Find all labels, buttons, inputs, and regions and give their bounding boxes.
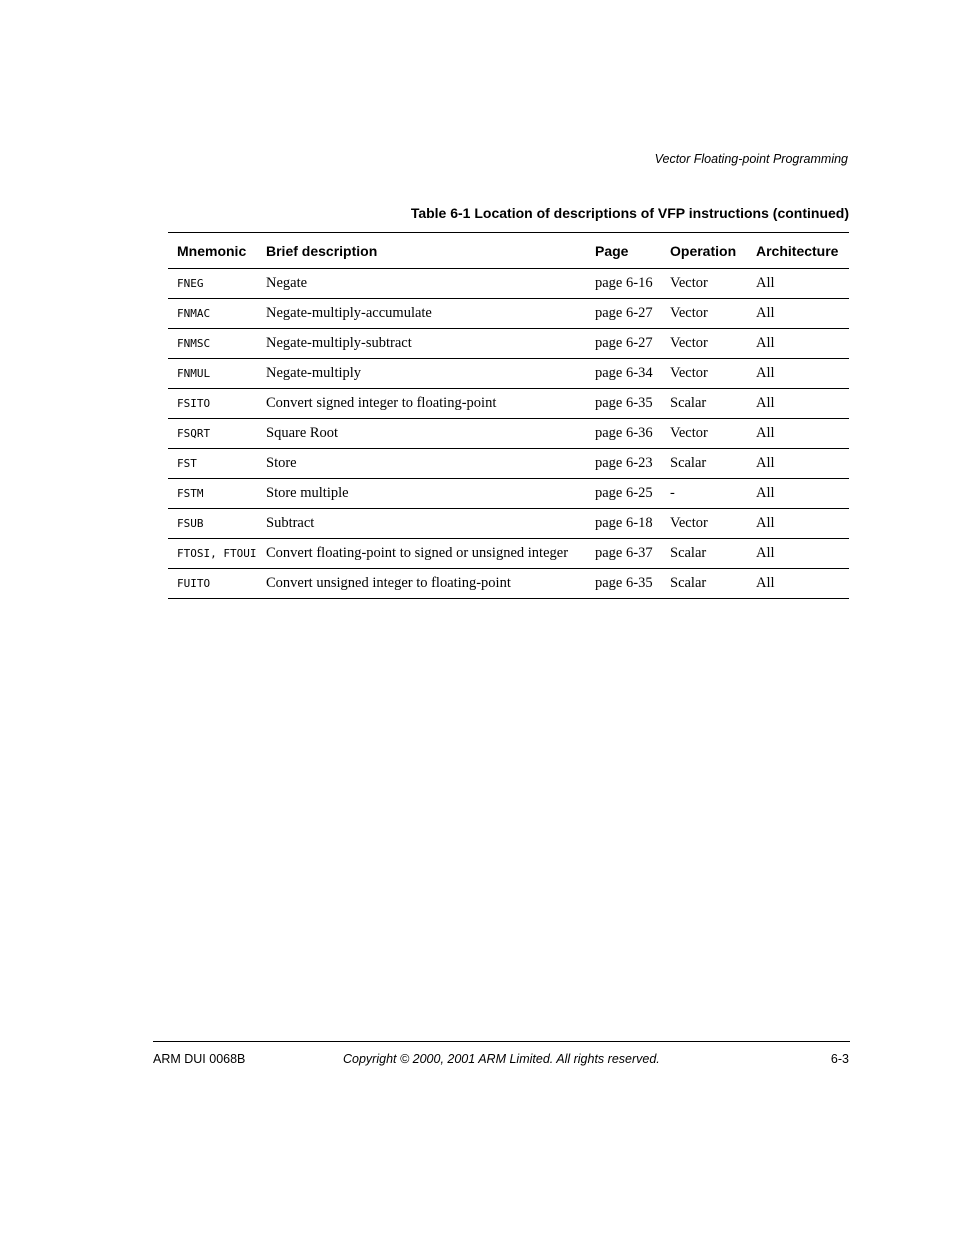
column-header-operation: Operation — [670, 233, 756, 269]
operation-cell: Scalar — [670, 569, 756, 599]
page-cell: page 6-18 — [595, 509, 670, 539]
mnemonic-cell: FNMUL — [168, 359, 266, 389]
description-cell: Subtract — [266, 509, 595, 539]
architecture-cell: All — [756, 359, 849, 389]
page-cell: page 6-34 — [595, 359, 670, 389]
description-cell: Square Root — [266, 419, 595, 449]
page-cell: page 6-35 — [595, 389, 670, 419]
operation-cell: Scalar — [670, 539, 756, 569]
footer-page-number: 6-3 — [830, 1052, 849, 1066]
architecture-cell: All — [756, 419, 849, 449]
footer-copyright: Copyright © 2000, 2001 ARM Limited. All rights reserved. — [343, 1052, 660, 1066]
architecture-cell: All — [756, 479, 849, 509]
table-caption: Table 6-1 Location of descriptions of VFP instructions (continued) — [410, 205, 849, 221]
mnemonic-cell: FUITO — [168, 569, 266, 599]
table-row — [168, 419, 849, 449]
operation-cell: Vector — [670, 359, 756, 389]
page-cell: page 6-27 — [595, 299, 670, 329]
description-cell: Negate-multiply — [266, 359, 595, 389]
page-cell: page 6-23 — [595, 449, 670, 479]
running-header: Vector Floating-point Programming — [654, 152, 848, 166]
page-cell: page 6-25 — [595, 479, 670, 509]
page-cell: page 6-36 — [595, 419, 670, 449]
architecture-cell: All — [756, 269, 849, 299]
description-cell: Convert signed integer to floating-point — [266, 389, 595, 419]
column-header-mnemonic: Mnemonic — [168, 233, 266, 269]
architecture-cell: All — [756, 569, 849, 599]
mnemonic-cell: FTOSI, FTOUI — [168, 539, 266, 569]
table-row — [168, 389, 849, 419]
table-header-row — [168, 233, 849, 269]
description-cell: Negate-multiply-subtract — [266, 329, 595, 359]
table-row — [168, 329, 849, 359]
operation-cell: Vector — [670, 419, 756, 449]
operation-cell: Scalar — [670, 389, 756, 419]
operation-cell: - — [670, 479, 756, 509]
architecture-cell: All — [756, 389, 849, 419]
footer-doc-id: ARM DUI 0068B — [153, 1052, 246, 1066]
operation-cell: Scalar — [670, 449, 756, 479]
mnemonic-cell: FNMSC — [168, 329, 266, 359]
column-header-page: Page — [595, 233, 670, 269]
instruction-table — [168, 232, 849, 599]
page-cell: page 6-27 — [595, 329, 670, 359]
architecture-cell: All — [756, 329, 849, 359]
architecture-cell: All — [756, 509, 849, 539]
mnemonic-cell: FST — [168, 449, 266, 479]
mnemonic-cell: FSITO — [168, 389, 266, 419]
table-row — [168, 539, 849, 569]
architecture-cell: All — [756, 449, 849, 479]
description-cell: Negate-multiply-accumulate — [266, 299, 595, 329]
column-header-architecture: Architecture — [756, 233, 849, 269]
table-row — [168, 269, 849, 299]
description-cell: Convert unsigned integer to floating-point — [266, 569, 595, 599]
page-cell: page 6-35 — [595, 569, 670, 599]
operation-cell: Vector — [670, 329, 756, 359]
operation-cell: Vector — [670, 269, 756, 299]
column-header-description: Brief description — [266, 233, 595, 269]
mnemonic-cell: FSTM — [168, 479, 266, 509]
mnemonic-cell: FSQRT — [168, 419, 266, 449]
table-row — [168, 299, 849, 329]
operation-cell: Vector — [670, 509, 756, 539]
description-cell: Store multiple — [266, 479, 595, 509]
table-row — [168, 359, 849, 389]
table-row — [168, 479, 849, 509]
table-row — [168, 509, 849, 539]
page-cell: page 6-16 — [595, 269, 670, 299]
mnemonic-cell: FNMAC — [168, 299, 266, 329]
description-cell: Store — [266, 449, 595, 479]
mnemonic-cell: FNEG — [168, 269, 266, 299]
operation-cell: Vector — [670, 299, 756, 329]
page-cell: page 6-37 — [595, 539, 670, 569]
description-cell: Convert floating-point to signed or unsigned integer — [266, 539, 595, 569]
table-row — [168, 449, 849, 479]
footer-divider — [153, 1041, 850, 1042]
architecture-cell: All — [756, 299, 849, 329]
table-row — [168, 569, 849, 599]
architecture-cell: All — [756, 539, 849, 569]
mnemonic-cell: FSUB — [168, 509, 266, 539]
description-cell: Negate — [266, 269, 595, 299]
